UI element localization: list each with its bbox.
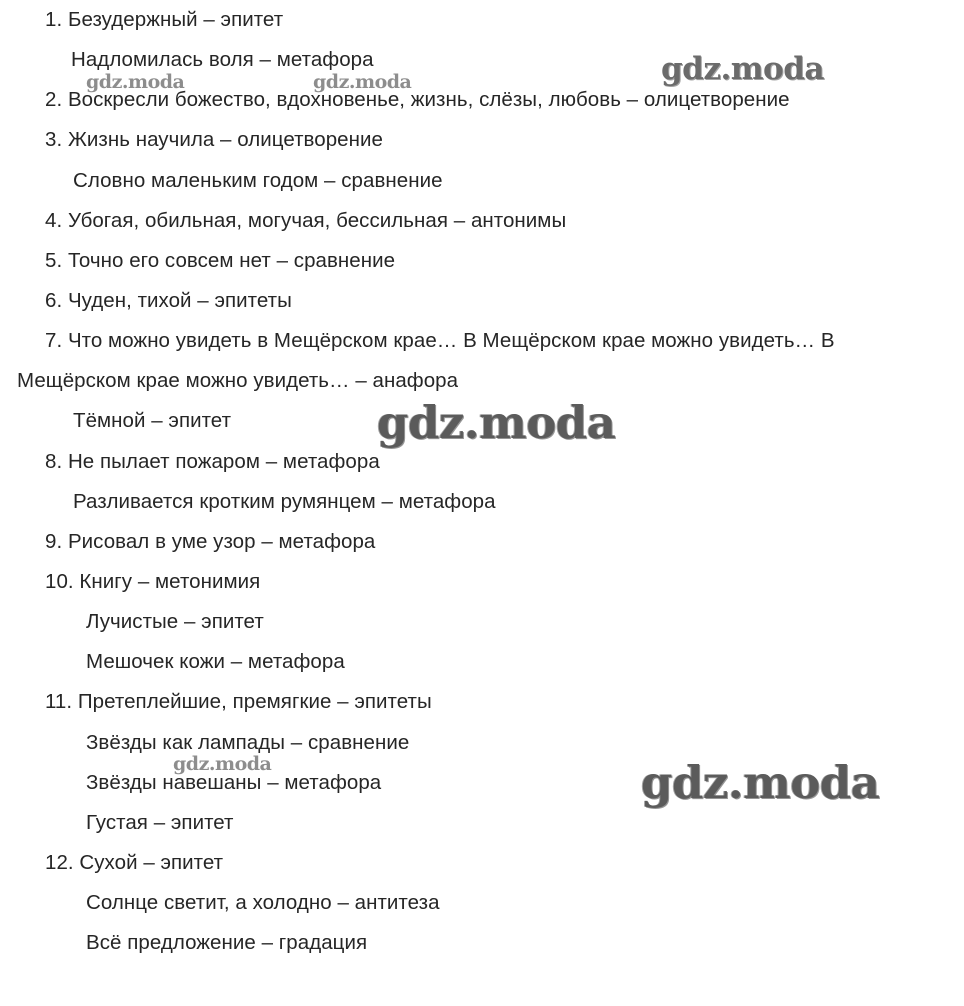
watermark-logo: gdz.moda	[86, 71, 185, 93]
answer-line-1-sub: Надломилась воля – метафора	[71, 48, 374, 71]
watermark-logo: gdz.moda	[661, 51, 824, 87]
answer-line-12: 12. Сухой – эпитет	[45, 851, 224, 874]
answer-line-5: 5. Точно его совсем нет – сравнение	[45, 249, 396, 272]
answer-line-12-sub-1: Солнце светит, а холодно – антитеза	[86, 891, 440, 914]
answer-line-3-sub: Словно маленьким годом – сравнение	[73, 169, 443, 192]
answer-line-10-sub-2: Мешочек кожи – метафора	[86, 650, 345, 673]
watermark-logo: gdz.moda	[173, 753, 272, 775]
answer-line-11-sub-2: Звёзды навешаны – метафора	[86, 771, 382, 794]
watermark-logo: gdz.moda	[313, 71, 412, 93]
watermark-logo: gdz.moda	[641, 756, 880, 809]
answer-line-10-sub-1: Лучистые – эпитет	[86, 610, 264, 633]
answer-line-9: 9. Рисовал в уме узор – метафора	[45, 530, 376, 553]
answer-line-6: 6. Чуден, тихой – эпитеты	[45, 289, 292, 312]
answer-line-11-sub-3: Густая – эпитет	[86, 811, 234, 834]
answer-line-7: 7. Что можно увидеть в Мещёрском крае… В Мещёрском крае можно увидеть… В	[45, 329, 835, 352]
answer-line-8: 8. Не пылает пожаром – метафора	[45, 450, 380, 473]
answer-line-7-sub: Тёмной – эпитет	[73, 409, 232, 432]
answer-line-1: 1. Безудержный – эпитет	[45, 8, 284, 31]
answer-line-11: 11. Претеплейшие, премягкие – эпитеты	[45, 690, 432, 713]
answer-line-4: 4. Убогая, обильная, могучая, бессильная – антонимы	[45, 209, 567, 232]
answer-line-8-sub: Разливается кротким румянцем – метафора	[73, 490, 496, 513]
answer-line-12-sub-2: Всё предложение – градация	[86, 931, 368, 954]
answer-line-3: 3. Жизнь научила – олицетворение	[45, 128, 383, 151]
answer-line-7-cont: Мещёрском крае можно увидеть… – анафора	[17, 369, 459, 392]
watermark-logo: gdz.moda	[377, 396, 616, 449]
answer-line-10: 10. Книгу – метонимия	[45, 570, 261, 593]
answer-line-11-sub-1: Звёзды как лампады – сравнение	[86, 731, 410, 754]
answer-line-2: 2. Воскресли божество, вдохновенье, жизнь, слёзы, любовь – олицетворение	[45, 88, 790, 111]
